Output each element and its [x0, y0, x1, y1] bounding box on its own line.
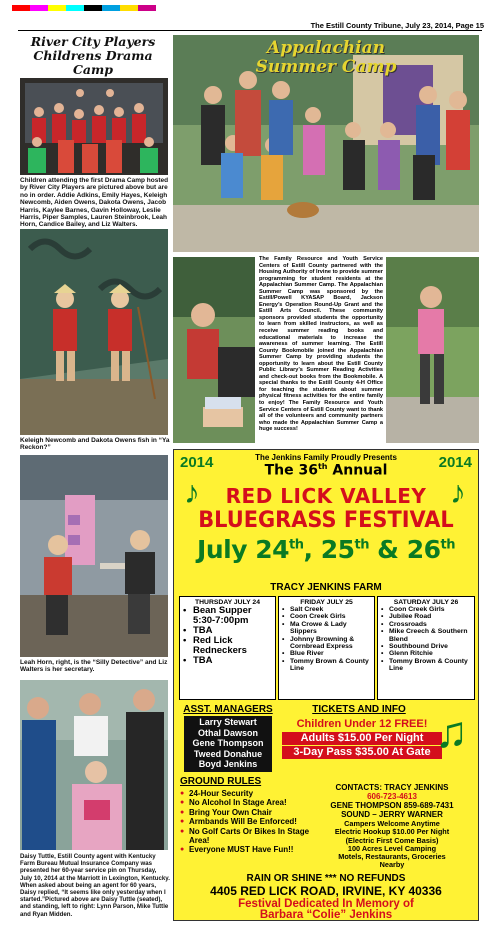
ground-rule: ● Armbands Will Be Enforced! [180, 817, 310, 826]
ad-date-suffix: th [289, 537, 304, 553]
ya-reckon-photo [20, 229, 168, 435]
appalachian-camp-group-photo [173, 35, 479, 252]
ad-dates [174, 535, 478, 564]
ticket-line: Children Under 12 FREE! [296, 718, 428, 730]
ya-reckon-image [20, 229, 168, 435]
ticket-line: Adults $15.00 Per Night [282, 732, 442, 745]
drama-camp-group-image [20, 78, 168, 175]
ad-presents: The Jenkins Family Proudly Presents [255, 453, 397, 462]
drama-camp-group-photo [20, 78, 168, 175]
music-note-icon-left: ♪ [184, 474, 200, 510]
color-swatch [138, 5, 156, 11]
thursday-lineup [179, 596, 276, 700]
bluegrass-festival-ad [173, 449, 479, 921]
tickets-panel [282, 718, 442, 759]
daisy-tuttle-image [20, 680, 168, 850]
rules-list [180, 789, 310, 855]
saturday-lineup [377, 596, 475, 700]
river-city-title-line2: Childrens Drama Camp [33, 48, 153, 77]
saturday-act: • Mike Creech & Southern Blend [381, 628, 471, 643]
color-registration-bar [12, 5, 156, 11]
rules-heading: GROUND RULES [180, 776, 262, 787]
girl-on-sidewalk-image [386, 257, 479, 443]
saturday-act: • Glenn Ritchie [381, 650, 471, 657]
thursday-act: • Red Lick Redneckers [183, 636, 272, 656]
friday-act: • Coon Creek Girls [282, 613, 371, 620]
ad-date-separator: & [368, 535, 407, 564]
friday-act: • Salt Creek [282, 606, 371, 613]
thursday-act: • TBA [183, 626, 272, 636]
boy-with-cake-photo [173, 257, 255, 443]
managers-heading: ASST. MANAGERS [183, 704, 273, 715]
silly-detective-image [20, 455, 168, 657]
contact-line: GENE THOMPSON 859-689-7431 [330, 801, 454, 810]
river-city-title-line1: River City Players [30, 34, 156, 49]
camping-line: Electric Hookup $10.00 Per Night [334, 827, 450, 837]
silly-detective-photo [20, 455, 168, 657]
boy-with-cake-image [173, 257, 255, 443]
friday-act: • Blue River [282, 650, 371, 657]
friday-act: • Tommy Brown & County Line [282, 658, 371, 673]
thursday-list [183, 606, 272, 666]
ad-date-suffix: th [354, 537, 369, 553]
ad-date-separator: , [303, 535, 321, 564]
saturday-heading: SATURDAY JULY 26 [393, 599, 459, 606]
friday-act: • Ma Crowe & Lady Slippers [282, 621, 371, 636]
ya-reckon-caption: Keleigh Newcomb and Dakota Owens fish in “Ya Reckon?” [20, 437, 170, 452]
ad-farm: TRACY JENKINS FARM [270, 582, 382, 593]
contact-line: CONTACTS: TRACY JENKINS [335, 783, 449, 792]
thursday-heading: THURSDAY JULY 24 [195, 599, 260, 606]
header-rule [18, 30, 482, 31]
ad-address: 4405 RED LICK ROAD, IRVINE, KY 40336 [210, 884, 442, 898]
saturday-act: • Jubilee Road [381, 613, 471, 620]
friday-list [282, 606, 371, 673]
daisy-tuttle-caption: Daisy Tuttle, Estill County agent with Kentucky Farm Bureau Mutual Insurance Company was presented her 60-year service pin on Thursday, July 10, 2014 at the Marriott in Lexington, Kentucky. When asked about being an agent for 60 years, Daisy replied, “It seems like only yesterday when I started.”Pictured above are Daisy Tuttle (seated), and standing, left to right: Lynn Parson, Mike Tuttle and Ryan Midden. [20, 853, 170, 918]
ground-rule: ● No Golf Carts Or Bikes In Stage Area! [180, 827, 310, 846]
thursday-act: • Bean Supper 5:30-7:00pm [183, 606, 272, 626]
drama-camp-caption: Children attending the first Drama Camp hosted by River City Players are pictured above but are no in order. Addie Adkins, Emily Hayes, Keleigh Newcomb, Aiden Owens, Dakota Owens, Jacob Harris, Kaylee Barnes, Gavin Holloway, Leslie Harris, Piper Samples, Lauren Steinbrook, Leah Horn, Candice Bailey, and Liz Walters. [20, 177, 169, 229]
ad-year-left: 2014 [180, 454, 214, 471]
ad-date-day: July 24 [197, 535, 289, 564]
rain-or-shine: RAIN OR SHINE *** NO REFUNDS [246, 873, 406, 884]
saturday-list [381, 606, 471, 673]
tickets-heading: TICKETS AND INFO [312, 704, 406, 715]
saturday-act: • Crossroads [381, 621, 471, 628]
daisy-tuttle-photo [20, 680, 168, 850]
saturday-act: • Southbound Drive [381, 643, 471, 650]
appalachian-article: The Family Resource and Youth Service Centers of Estill County partnered with the Housing Authority of Irvine to provide summer programming for student residents at the Appalachian Summer Camp. The Appalachian Summer Camp was sponsored by the Estill/Powell KYASAP Board, Jackson Energy’s Operation Round-Up Grant and the Estill Arts Council. These community sponsors provided students the opportunity to learn from skilled instructors, as well as receive summer reading books and educational materials to increase the awareness of summer learning. The Estill County Bookmobile joined the Appalachian Summer Camp by providing students the opportunity to learn about the Estill County Public Library’s Summer Reading Activities and check-out books from the Bookmobile. A special thanks to the Estill County 4-H Office for teaching the students about summer physical fitness activities for the entire family to enjoy! The Family Resource and Youth Service Centers of Estill County want to thank all of the volunteers and community partners who made the Appalachian Summer Camp a huge success! [259, 256, 383, 433]
contact-line: 606-723-4613 [367, 792, 417, 801]
friday-heading: FRIDAY JULY 25 [300, 599, 353, 606]
ad-annual-post: Annual [327, 462, 388, 479]
camping-line: Motels, Restaurants, Groceries [338, 852, 446, 862]
silly-detective-caption: Leah Horn, right, is the “Silly Detective” and Liz Walters is her secretary. [20, 659, 168, 674]
friday-lineup [278, 596, 375, 700]
camping-line: Campers Welcome Anytime [344, 819, 440, 828]
ticket-line: 3-Day Pass $35.00 At Gate [282, 746, 442, 759]
appalachian-title-line1: Appalachian [267, 38, 385, 58]
manager-name: Gene Thompson [192, 738, 264, 748]
dedication-line2: Barbara “Colie” Jenkins [259, 909, 393, 921]
contact-line: SOUND – JERRY WARNER [341, 810, 443, 819]
color-swatch [12, 5, 30, 11]
appalachian-title [173, 39, 479, 77]
color-swatch [102, 5, 120, 11]
appalachian-title-line2: Summer Camp [255, 57, 397, 77]
music-note-icon-right: ♪ [450, 474, 466, 510]
ground-rule: ● Bring Your Own Chair [180, 808, 310, 817]
saturday-act: • Tommy Brown & County Line [381, 658, 471, 673]
contacts-block [308, 783, 476, 819]
ad-title-line2: BLUEGRASS FESTIVAL [198, 508, 454, 533]
color-swatch [48, 5, 66, 11]
manager-name: Larry Stewart [199, 717, 257, 727]
music-note-icon-tickets: ♫ [435, 708, 468, 757]
camping-line: Nearby [379, 860, 405, 870]
ad-date-suffix: th [440, 537, 455, 553]
ad-date-day: 25 [320, 535, 355, 564]
camping-line: 100 Acres Level Camping [347, 843, 437, 853]
managers-panel [184, 716, 272, 772]
ground-rule: ● No Alcohol In Stage Area! [180, 798, 310, 807]
ad-annual-pre: The 36 [264, 462, 318, 479]
campers-block [308, 820, 476, 870]
camping-line: (Electric First Come Basis) [345, 835, 439, 845]
manager-name: Tweed Donahue [193, 748, 263, 759]
girl-on-sidewalk-photo [386, 257, 479, 443]
dedication-line1: Festival Dedicated In Memory of [238, 898, 414, 910]
manager-name: Boyd Jenkins [198, 759, 258, 769]
ad-annual-sup: th [317, 462, 328, 471]
color-swatch [66, 5, 84, 11]
page-header: The Estill County Tribune, July 23, 2014, Page 15 [310, 21, 484, 30]
ad-annual [174, 462, 478, 479]
ad-year-right: 2014 [438, 454, 472, 471]
friday-act: • Johnny Browning & Cornbread Express [282, 636, 371, 651]
color-swatch [84, 5, 102, 11]
river-city-title [18, 35, 168, 77]
saturday-act: • Coon Creek Girls [381, 606, 471, 613]
thursday-act: • TBA [183, 656, 272, 666]
ad-date-day: 26 [406, 535, 441, 564]
color-swatch [120, 5, 138, 11]
ground-rule: ● Everyone MUST Have Fun!! [180, 845, 310, 854]
ad-title-line1: RED LICK VALLEY [225, 484, 427, 508]
manager-name: Othal Dawson [197, 727, 258, 738]
color-swatch [30, 5, 48, 11]
ground-rule: ● 24-Hour Security [180, 789, 310, 798]
